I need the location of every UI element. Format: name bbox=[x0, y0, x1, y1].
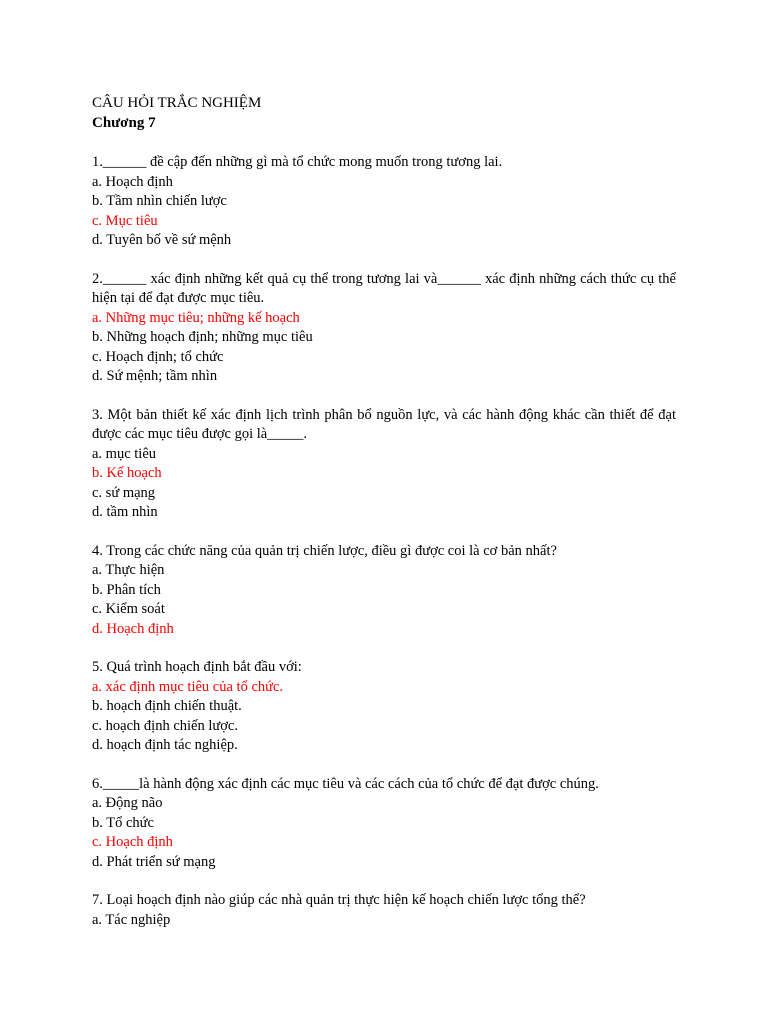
question-block bbox=[92, 658, 676, 756]
answer-option: d. tầm nhìn bbox=[92, 504, 158, 520]
chapter-subtitle: Chương 7 bbox=[92, 115, 156, 131]
question-text: 3. Một bản thiết kế xác định lịch trình phân bổ nguồn lực, và các hành động khác cần thiết để đạt được các mục tiêu được gọi là_____. bbox=[92, 406, 676, 442]
answer-option: b. Phân tích bbox=[92, 581, 161, 598]
question-text: 2.______ xác định những kết quả cụ thể trong tương lai và______ xác định những cách thức cụ thể hiện tại để đạt được mục tiêu. bbox=[92, 270, 676, 306]
answer-option: b. Tầm nhìn chiến lược bbox=[92, 193, 227, 209]
question-text: 1.______ đề cập đến những gì mà tổ chức mong muốn trong tương lai. bbox=[92, 154, 503, 170]
answer-options bbox=[92, 309, 676, 387]
answer-option: a. Thực hiện bbox=[92, 562, 165, 578]
document-title: CÂU HỎI TRẮC NGHIỆM bbox=[92, 95, 262, 111]
answer-option: a. Động não bbox=[92, 795, 163, 811]
question-text: 5. Quá trình hoạch định bắt đầu với: bbox=[92, 659, 302, 675]
question-block bbox=[92, 891, 676, 930]
question-text: 6._____là hành động xác định các mục tiêu và các cách của tổ chức để đạt được chúng. bbox=[92, 775, 599, 792]
correct-answer-option: a. xác định mục tiêu của tổ chức. bbox=[92, 678, 284, 695]
answer-options bbox=[92, 561, 676, 639]
correct-answer-option: a. Những mục tiêu; những kế hoạch bbox=[92, 309, 300, 326]
answer-option: a. Tác nghiệp bbox=[92, 911, 171, 928]
answer-option: d. Phát triển sứ mạng bbox=[92, 853, 216, 870]
question-block bbox=[92, 406, 676, 523]
correct-answer-option: c. Hoạch định bbox=[92, 834, 173, 850]
question-block bbox=[92, 542, 676, 640]
answer-options bbox=[92, 794, 676, 872]
answer-option: b. Tổ chức bbox=[92, 814, 154, 831]
answer-options bbox=[92, 911, 676, 931]
question-list bbox=[92, 153, 676, 930]
correct-answer-option: c. Mục tiêu bbox=[92, 212, 158, 229]
answer-option: c. Hoạch định; tổ chức bbox=[92, 348, 224, 365]
answer-option: d. Tuyên bố về sứ mệnh bbox=[92, 232, 232, 248]
question-block bbox=[92, 775, 676, 873]
answer-option: d. hoạch định tác nghiệp. bbox=[92, 737, 238, 753]
question-text: 4. Trong các chức năng của quản trị chiến lược, điều gì được coi là cơ bản nhất? bbox=[92, 542, 557, 559]
answer-option: d. Sứ mệnh; tầm nhìn bbox=[92, 368, 218, 384]
answer-option: a. Hoạch định bbox=[92, 173, 173, 190]
answer-option: c. Kiểm soát bbox=[92, 601, 165, 617]
answer-option: b. hoạch định chiến thuật. bbox=[92, 698, 242, 714]
question-text: 7. Loại hoạch định nào giúp các nhà quản trị thực hiện kế hoạch chiến lược tổng thể? bbox=[92, 892, 586, 908]
answer-option: c. sứ mạng bbox=[92, 484, 156, 501]
correct-answer-option: d. Hoạch định bbox=[92, 620, 174, 637]
answer-options bbox=[92, 173, 676, 251]
answer-option: c. hoạch định chiến lược. bbox=[92, 717, 238, 734]
question-block bbox=[92, 270, 676, 387]
answer-options bbox=[92, 678, 676, 756]
answer-option: b. Những hoạch định; những mục tiêu bbox=[92, 329, 313, 345]
question-block bbox=[92, 153, 676, 251]
answer-options bbox=[92, 445, 676, 523]
correct-answer-option: b. Kế hoạch bbox=[92, 465, 162, 481]
answer-option: a. mục tiêu bbox=[92, 445, 157, 462]
